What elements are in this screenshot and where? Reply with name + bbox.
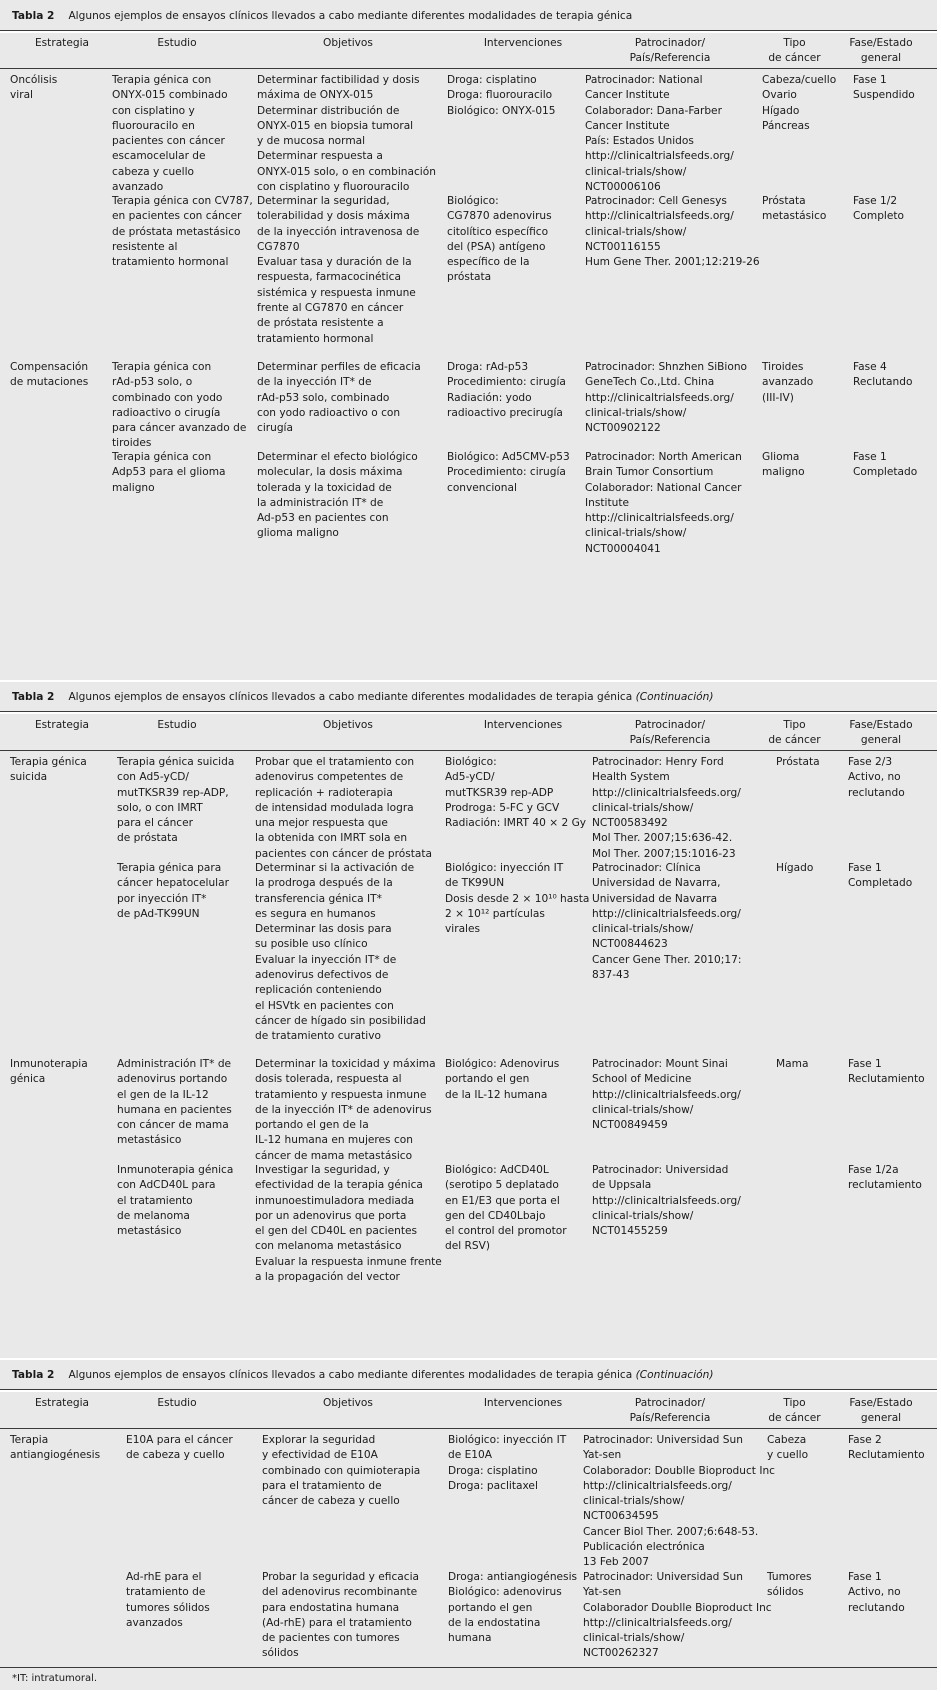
cell-estudio: Terapia génica con ONYX-015 combinado con cisplatino y fluorouracilo en pacientes con cáncer escamocelular de cabeza y cuello avanzado	[112, 74, 228, 194]
table-panel-2	[0, 682, 937, 1358]
cell-patrocinador: Patrocinador: Clínica Universidad de Navarra, Universidad de Navarra http://clinicaltrialsfeeds.org/ clinical-trials/show/ NCT00844623 Cancer Gene Ther. 2010;17: 837-43	[592, 862, 742, 982]
header-band	[0, 1390, 937, 1392]
cell-estudio: Terapia génica con CV787, en pacientes con cáncer de próstata metastásico resistente al tratamiento hormonal	[112, 195, 253, 269]
table-title: Algunos ejemplos de ensayos clínicos llevados a cabo mediante diferentes modalidades de terapia génica	[68, 1369, 633, 1381]
cell-fase: Fase 1/2 Completo	[853, 195, 905, 223]
cell-fase: Fase 1 Activo, no reclutando	[848, 1571, 905, 1614]
header-rule	[0, 750, 937, 751]
cell-intervenciones: Droga: cisplatino Droga: fluorouracilo Biológico: ONYX-015	[447, 74, 556, 117]
cell-intervenciones: Biológico: CG7870 adenovirus citolítico específico del (PSA) antígeno específico de la próstata	[447, 195, 552, 284]
table-continuation: (Continuación)	[635, 1369, 714, 1381]
cell-objetivos: Investigar la seguridad, y efectividad de la terapia génica inmunoestimuladora mediada por un adenovirus que porta el gen del CD40L en pacientes con melanoma metastásico Evaluar la respuesta inmune frente a la propagación del vector	[255, 1164, 442, 1284]
cell-intervenciones: Biológico: Ad5CMV-p53 Procedimiento: cirugía convencional	[447, 451, 570, 494]
cell-tipo: Cabeza/cuello Ovario Hígado Páncreas	[762, 74, 837, 132]
cell-estudio: E10A para el cáncer de cabeza y cuello	[126, 1434, 233, 1462]
cell-estrategia: Oncólisis viral	[10, 74, 58, 102]
cell-intervenciones: Biológico: Adenovirus portando el gen de la IL-12 humana	[445, 1058, 560, 1101]
header-estudio: Estudio	[157, 37, 197, 49]
cell-patrocinador: Patrocinador: Cell Genesys http://clinicaltrialsfeeds.org/ clinical-trials/show/ NCT00116155 Hum Gene Ther. 2001;12:219-26	[585, 195, 760, 269]
cell-estudio: Terapia génica para cáncer hepatocelular por inyección IT* de pAd-TK99UN	[117, 862, 229, 920]
cell-fase: Fase 2/3 Activo, no reclutando	[848, 756, 905, 799]
cell-tipo: Tumores sólidos	[767, 1571, 812, 1599]
cell-intervenciones: Biológico: inyección IT de TK99UN Dosis desde 2 × 10¹⁰ hasta 2 × 10¹² partículas virales	[445, 862, 590, 936]
header-tipo: Tipo de cáncer	[768, 1397, 821, 1425]
header-estrategia: Estrategia	[34, 719, 90, 731]
cell-estudio: Ad-rhE para el tratamiento de tumores sólidos avanzados	[126, 1571, 210, 1629]
header-fase: Fase/Estado general	[849, 719, 913, 747]
cell-fase: Fase 2 Reclutamiento	[848, 1434, 925, 1462]
cell-tipo: Cabeza y cuello	[767, 1434, 809, 1462]
header-band	[0, 712, 937, 714]
cell-patrocinador: Patrocinador: Henry Ford Health System http://clinicaltrialsfeeds.org/ clinical-trials/show/ NCT00583492 Mol Ther. 2007;15:636-42. Mol Ther. 2007;15:1016-23	[592, 756, 741, 860]
cell-estudio: Terapia génica con Adp53 para el glioma maligno	[112, 451, 226, 494]
cell-intervenciones: Droga: antiangiogénesis Biológico: adenovirus portando el gen de la endostatina humana	[448, 1571, 578, 1645]
header-patrocinador: Patrocinador/ País/Referencia	[629, 1397, 711, 1425]
cell-intervenciones: Droga: rAd-p53 Procedimiento: cirugía Radiación: yodo radioactivo precirugía	[447, 361, 566, 419]
footnote: *IT: intratumoral.	[12, 1673, 98, 1684]
cell-estrategia: Inmunoterapia génica	[10, 1058, 88, 1086]
header-patrocinador: Patrocinador/ País/Referencia	[629, 37, 711, 65]
cell-objetivos: Probar que el tratamiento con adenovirus competentes de replicación + radioterapia de intensidad modulada logra una mejor respuesta que la obtenida con IMRT sola en pacientes con cáncer de próstata	[255, 756, 433, 860]
header-estrategia: Estrategia	[34, 1397, 90, 1409]
cell-fase: Fase 1 Completado	[848, 862, 913, 890]
table-title: Algunos ejemplos de ensayos clínicos llevados a cabo mediante diferentes modalidades de terapia génica	[68, 10, 633, 22]
table-caption	[12, 690, 713, 705]
cell-estudio: Terapia génica suicida con Ad5-yCD/ mutTKSR39 rep-ADP, solo, o con IMRT para el cáncer de próstata	[117, 756, 235, 845]
cell-objetivos: Determinar perfiles de eficacia de la inyección IT* de rAd-p53 solo, combinado con yodo radioactivo o con cirugía	[257, 361, 421, 435]
table-panel-3	[0, 1360, 937, 1690]
cell-fase: Fase 1 Suspendido	[853, 74, 915, 102]
header-estudio: Estudio	[157, 719, 197, 731]
table-continuation: (Continuación)	[635, 691, 714, 703]
cell-estrategia: Terapia génica suicida	[10, 756, 87, 784]
header-rule	[0, 1428, 937, 1429]
cell-tipo: Hígado	[776, 862, 814, 874]
header-objetivos: Objetivos	[323, 37, 373, 49]
cell-intervenciones: Biológico: inyección IT de E10A Droga: cisplatino Droga: paclitaxel	[448, 1434, 567, 1492]
header-rule	[0, 68, 937, 69]
table-label: Tabla 2	[12, 691, 55, 703]
header-estrategia: Estrategia	[34, 37, 90, 49]
table-title: Algunos ejemplos de ensayos clínicos llevados a cabo mediante diferentes modalidades de terapia génica	[68, 691, 633, 703]
cell-fase: Fase 1/2a reclutamiento	[848, 1164, 922, 1192]
header-objetivos: Objetivos	[323, 1397, 373, 1409]
cell-fase: Fase 1 Reclutamiento	[848, 1058, 925, 1086]
table-caption	[12, 1368, 713, 1383]
header-objetivos: Objetivos	[323, 719, 373, 731]
cell-objetivos: Probar la seguridad y eficacia del adenovirus recombinante para endostatina humana (Ad-rhE) para el tratamiento de pacientes con tumores sólidos	[262, 1571, 420, 1660]
cell-tipo: Próstata	[776, 756, 820, 768]
header-estudio: Estudio	[157, 1397, 197, 1409]
cell-tipo: Mama	[776, 1058, 809, 1070]
cell-objetivos: Determinar el efecto biológico molecular, la dosis máxima tolerada y la toxicidad de la administración IT* de Ad-p53 en pacientes con glioma maligno	[257, 451, 418, 540]
cell-objetivos: Explorar la seguridad y efectividad de E10A combinado con quimioterapia para el tratamiento de cáncer de cabeza y cuello	[262, 1434, 421, 1508]
header-fase: Fase/Estado general	[849, 1397, 913, 1425]
cell-tipo: Próstata metastásico	[762, 195, 827, 223]
header-intervenciones: Intervenciones	[483, 719, 563, 731]
cell-objetivos: Determinar la seguridad, tolerabilidad y dosis máxima de la inyección intravenosa de CG7870 Evaluar tasa y duración de la respuesta, farmacocinética sistémica y respuesta inmune frente al CG7870 en cáncer de próstata resistente a tratamiento hormonal	[257, 195, 420, 345]
table-caption	[12, 9, 632, 24]
cell-tipo: Tiroides avanzado (III-IV)	[762, 361, 814, 404]
table-label: Tabla 2	[12, 1369, 55, 1381]
cell-estudio: Administración IT* de adenovirus portando el gen de la IL-12 humana en pacientes con cáncer de mama metastásico	[117, 1058, 232, 1147]
cell-patrocinador: Patrocinador: Universidad Sun Yat-sen Colaborador: Doublle Bioproduct Inc http://clinicaltrialsfeeds.org/ clinical-trials/show/ NCT00634595 Cancer Biol Ther. 2007;6:648-53. Publicación electrónica 13 Feb 2007	[583, 1434, 775, 1569]
table-panel-1	[0, 0, 937, 680]
header-intervenciones: Intervenciones	[483, 37, 563, 49]
cell-objetivos: Determinar la toxicidad y máxima dosis tolerada, respuesta al tratamiento y respuesta inmune de la inyección IT* de adenovirus portando el gen de la IL-12 humana en mujeres con cáncer de mama metastásico	[255, 1058, 436, 1162]
header-band	[0, 31, 937, 33]
cell-estrategia: Compensación de mutaciones	[10, 361, 89, 389]
header-fase: Fase/Estado general	[849, 37, 913, 65]
cell-estudio: Inmunoterapia génica con AdCD40L para el tratamiento de melanoma metastásico	[117, 1164, 234, 1238]
cell-fase: Fase 1 Completado	[853, 451, 918, 479]
cell-tipo: Glioma maligno	[762, 451, 805, 479]
cell-objetivos: Determinar si la activación de la prodroga después de la transferencia génica IT* es segura en humanos Determinar las dosis para su posible uso clínico Evaluar la inyección IT* de adenovirus defectivos de replicación conteniendo el HSVtk en pacientes con cáncer de hígado sin posibilidad de tratamiento curativo	[255, 862, 426, 1043]
cell-patrocinador: Patrocinador: North American Brain Tumor Consortium Colaborador: National Cancer Institute http://clinicaltrialsfeeds.org/ clinical-trials/show/ NCT00004041	[585, 451, 742, 555]
cell-intervenciones: Biológico: Ad5-yCD/ mutTKSR39 rep-ADP Prodroga: 5-FC y GCV Radiación: IMRT 40 × 2 Gy	[445, 756, 587, 830]
bottom-rule	[0, 1667, 937, 1668]
cell-fase: Fase 4 Reclutando	[853, 361, 913, 389]
header-tipo: Tipo de cáncer	[768, 37, 821, 65]
cell-patrocinador: Patrocinador: Shnzhen SiBiono GeneTech Co.,Ltd. China http://clinicaltrialsfeeds.org/ clinical-trials/show/ NCT00902122	[585, 361, 748, 435]
cell-intervenciones: Biológico: AdCD40L (serotipo 5 deplatado en E1/E3 que porta el gen del CD40Lbajo el control del promotor del RSV)	[445, 1164, 567, 1253]
table-label: Tabla 2	[12, 10, 55, 22]
cell-patrocinador: Patrocinador: Universidad de Uppsala http://clinicaltrialsfeeds.org/ clinical-trials/show/ NCT01455259	[592, 1164, 741, 1238]
header-patrocinador: Patrocinador/ País/Referencia	[629, 719, 711, 747]
header-tipo: Tipo de cáncer	[768, 719, 821, 747]
cell-estrategia: Terapia antiangiogénesis	[10, 1434, 101, 1462]
cell-patrocinador: Patrocinador: Universidad Sun Yat-sen Colaborador Doublle Bioproduct Inc http://clinicaltrialsfeeds.org/ clinical-trials/show/ NCT00262327	[583, 1571, 772, 1660]
cell-estudio: Terapia génica con rAd-p53 solo, o combinado con yodo radioactivo o cirugía para cáncer avanzado de tiroides	[112, 361, 247, 450]
header-intervenciones: Intervenciones	[483, 1397, 563, 1409]
cell-objetivos: Determinar factibilidad y dosis máxima de ONYX-015 Determinar distribución de ONYX-015 en biopsia tumoral y de mucosa normal Determinar respuesta a ONYX-015 solo, o en combinación con cisplatino y fluorouracilo	[257, 74, 436, 194]
cell-patrocinador: Patrocinador: Mount Sinai School of Medicine http://clinicaltrialsfeeds.org/ clinical-trials/show/ NCT00849459	[592, 1058, 741, 1132]
cell-patrocinador: Patrocinador: National Cancer Institute Colaborador: Dana-Farber Cancer Institute País: Estados Unidos http://clinicaltrialsfeeds.org/ clinical-trials/show/ NCT00006106	[585, 74, 734, 194]
